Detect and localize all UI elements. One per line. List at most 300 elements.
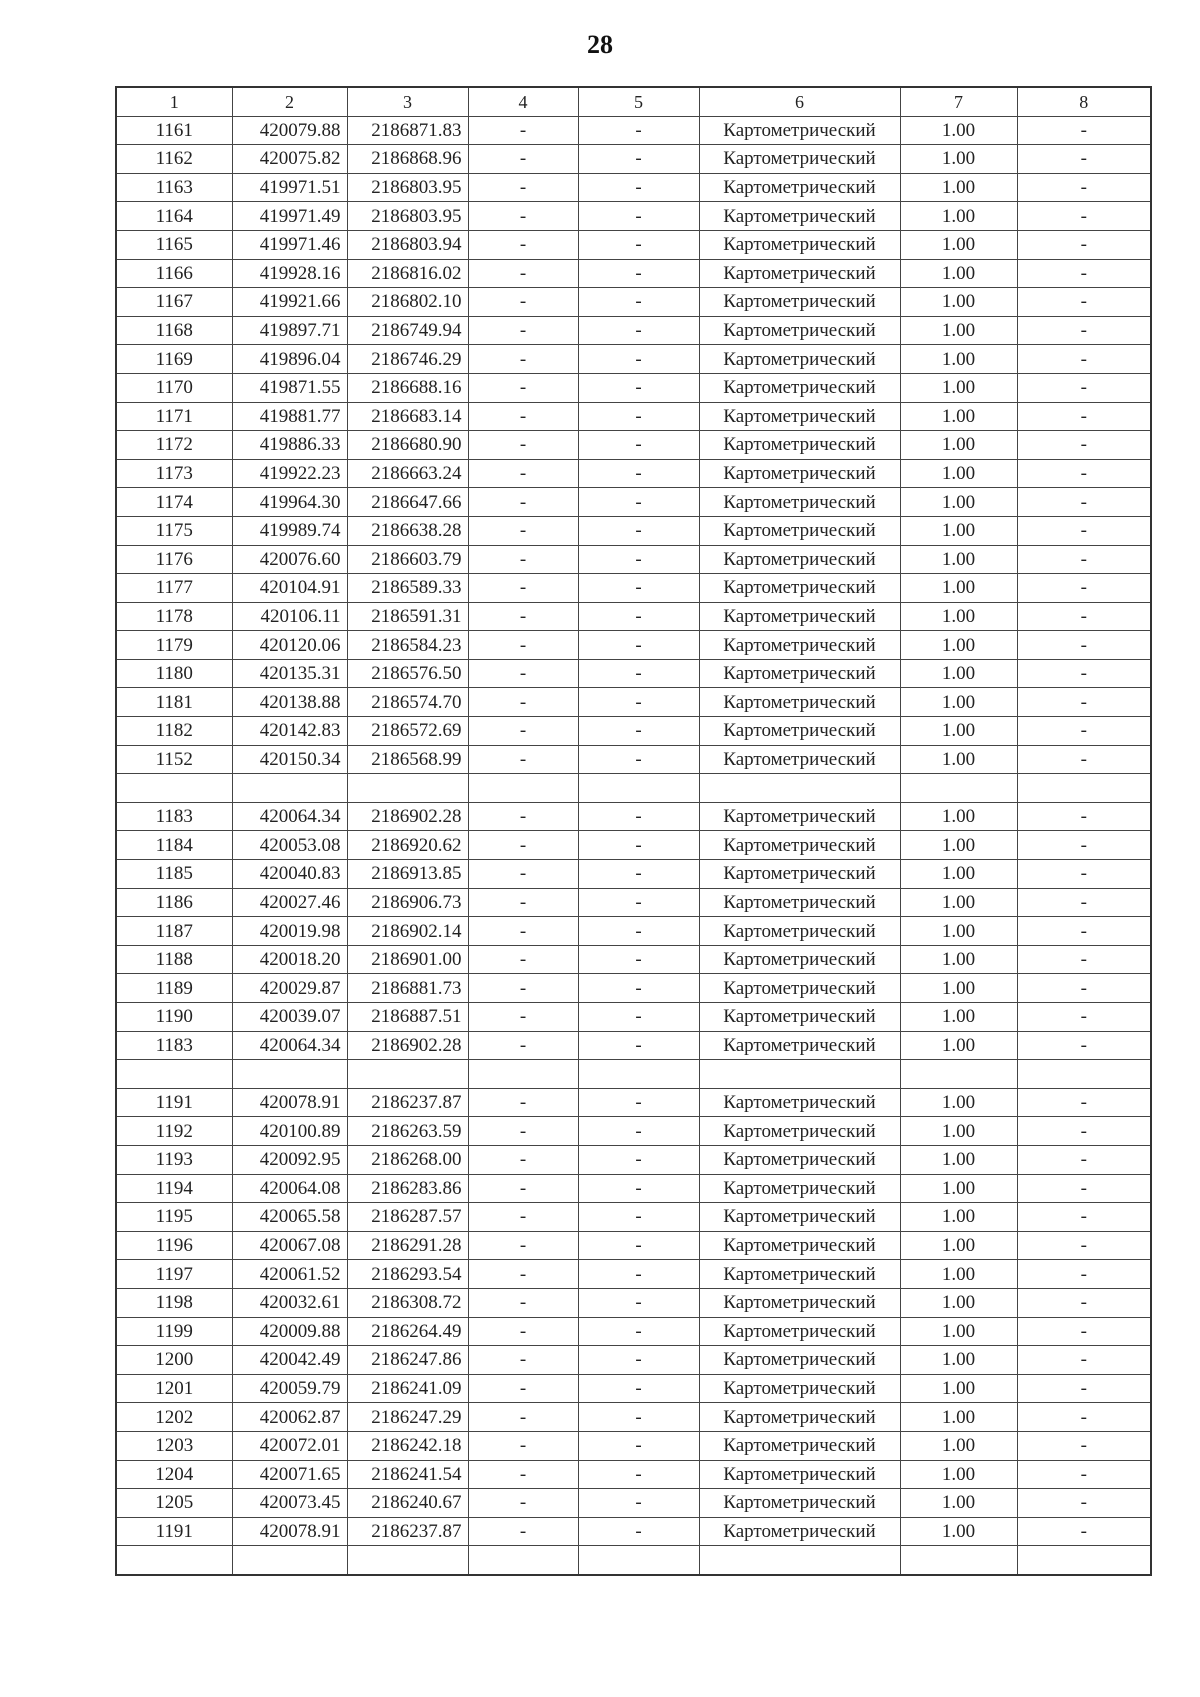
- cell-point-number: 1170: [116, 373, 232, 402]
- cell-col-8: -: [1017, 345, 1151, 374]
- cell-col-5: -: [578, 1489, 699, 1518]
- cell-col-8: -: [1017, 459, 1151, 488]
- cell-col-8: -: [1017, 431, 1151, 460]
- cell-accuracy: 1.00: [900, 1145, 1017, 1174]
- cell-x-coordinate: 420138.88: [232, 688, 347, 717]
- cell-method: Картометрический: [699, 1174, 900, 1203]
- cell-y-coordinate: 2186902.28: [347, 802, 468, 831]
- cell-col-5: -: [578, 230, 699, 259]
- cell-x-coordinate: 420100.89: [232, 1117, 347, 1146]
- cell-col-4: -: [468, 516, 578, 545]
- cell-x-coordinate: 420018.20: [232, 945, 347, 974]
- cell-col-5: -: [578, 488, 699, 517]
- cell-x-coordinate: 420064.34: [232, 1031, 347, 1060]
- cell-y-coordinate: 2186647.66: [347, 488, 468, 517]
- cell-col-4: -: [468, 459, 578, 488]
- cell-point-number: 1161: [116, 116, 232, 145]
- table-row: [116, 116, 1151, 145]
- cell-col-5: -: [578, 431, 699, 460]
- cell-y-coordinate: [347, 774, 468, 803]
- cell-y-coordinate: 2186802.10: [347, 288, 468, 317]
- cell-y-coordinate: 2186688.16: [347, 373, 468, 402]
- cell-col-4: -: [468, 1431, 578, 1460]
- cell-col-8: -: [1017, 1489, 1151, 1518]
- cell-x-coordinate: 420078.91: [232, 1088, 347, 1117]
- cell-method: Картометрический: [699, 1346, 900, 1375]
- cell-col-4: -: [468, 316, 578, 345]
- cell-col-4: -: [468, 574, 578, 603]
- cell-method: Картометрический: [699, 316, 900, 345]
- cell-point-number: 1173: [116, 459, 232, 488]
- cell-col-5: -: [578, 1231, 699, 1260]
- cell-method: [699, 774, 900, 803]
- cell-col-8: -: [1017, 316, 1151, 345]
- cell-col-5: -: [578, 1403, 699, 1432]
- cell-col-5: -: [578, 1117, 699, 1146]
- cell-x-coordinate: [232, 1060, 347, 1089]
- cell-point-number: 1181: [116, 688, 232, 717]
- cell-y-coordinate: 2186240.67: [347, 1489, 468, 1518]
- cell-col-4: -: [468, 173, 578, 202]
- cell-col-8: -: [1017, 831, 1151, 860]
- cell-col-4: -: [468, 1231, 578, 1260]
- cell-point-number: 1202: [116, 1403, 232, 1432]
- cell-y-coordinate: 2186680.90: [347, 431, 468, 460]
- cell-point-number: [116, 1546, 232, 1575]
- cell-col-5: -: [578, 1260, 699, 1289]
- table-row: [116, 230, 1151, 259]
- table-row: [116, 945, 1151, 974]
- cell-method: Картометрический: [699, 1203, 900, 1232]
- cell-col-4: -: [468, 202, 578, 231]
- cell-col-5: -: [578, 202, 699, 231]
- cell-accuracy: 1.00: [900, 1460, 1017, 1489]
- cell-y-coordinate: 2186237.87: [347, 1088, 468, 1117]
- cell-col-4: -: [468, 917, 578, 946]
- table-row: [116, 717, 1151, 746]
- cell-col-5: -: [578, 345, 699, 374]
- cell-point-number: 1200: [116, 1346, 232, 1375]
- cell-accuracy: 1.00: [900, 1317, 1017, 1346]
- cell-y-coordinate: 2186920.62: [347, 831, 468, 860]
- cell-col-8: [1017, 1060, 1151, 1089]
- cell-method: Картометрический: [699, 259, 900, 288]
- cell-col-4: -: [468, 688, 578, 717]
- cell-accuracy: 1.00: [900, 488, 1017, 517]
- cell-method: Картометрический: [699, 1003, 900, 1032]
- cell-col-8: -: [1017, 1374, 1151, 1403]
- cell-col-5: -: [578, 631, 699, 660]
- cell-col-4: -: [468, 1288, 578, 1317]
- cell-point-number: 1189: [116, 974, 232, 1003]
- cell-point-number: 1162: [116, 145, 232, 174]
- cell-col-8: -: [1017, 1431, 1151, 1460]
- cell-col-5: -: [578, 945, 699, 974]
- cell-x-coordinate: 420104.91: [232, 574, 347, 603]
- cell-col-8: -: [1017, 259, 1151, 288]
- cell-x-coordinate: 419971.46: [232, 230, 347, 259]
- cell-col-8: -: [1017, 402, 1151, 431]
- cell-y-coordinate: 2186576.50: [347, 659, 468, 688]
- cell-col-8: -: [1017, 1231, 1151, 1260]
- cell-point-number: [116, 1060, 232, 1089]
- cell-point-number: 1177: [116, 574, 232, 603]
- cell-y-coordinate: 2186881.73: [347, 974, 468, 1003]
- cell-y-coordinate: 2186589.33: [347, 574, 468, 603]
- cell-accuracy: 1.00: [900, 1403, 1017, 1432]
- cell-accuracy: 1.00: [900, 860, 1017, 889]
- cell-accuracy: 1.00: [900, 631, 1017, 660]
- cell-x-coordinate: 420027.46: [232, 888, 347, 917]
- cell-method: Картометрический: [699, 602, 900, 631]
- cell-accuracy: 1.00: [900, 431, 1017, 460]
- cell-col-5: -: [578, 1174, 699, 1203]
- table-row-separator: [116, 774, 1151, 803]
- cell-col-4: [468, 774, 578, 803]
- cell-accuracy: [900, 774, 1017, 803]
- cell-col-8: -: [1017, 1203, 1151, 1232]
- cell-accuracy: 1.00: [900, 116, 1017, 145]
- cell-method: Картометрический: [699, 659, 900, 688]
- cell-col-8: -: [1017, 202, 1151, 231]
- cell-x-coordinate: 420064.34: [232, 802, 347, 831]
- cell-method: Картометрический: [699, 1517, 900, 1546]
- column-header: 7: [900, 87, 1017, 116]
- cell-col-8: -: [1017, 574, 1151, 603]
- cell-col-8: -: [1017, 1517, 1151, 1546]
- cell-point-number: 1180: [116, 659, 232, 688]
- cell-point-number: 1196: [116, 1231, 232, 1260]
- cell-col-4: -: [468, 745, 578, 774]
- cell-col-8: -: [1017, 917, 1151, 946]
- table-row: [116, 345, 1151, 374]
- column-header: 8: [1017, 87, 1151, 116]
- cell-accuracy: 1.00: [900, 1288, 1017, 1317]
- table-body: [116, 87, 1151, 1575]
- cell-x-coordinate: 420032.61: [232, 1288, 347, 1317]
- cell-method: Картометрический: [699, 717, 900, 746]
- cell-method: Картометрический: [699, 1460, 900, 1489]
- cell-point-number: 1195: [116, 1203, 232, 1232]
- cell-col-8: -: [1017, 1403, 1151, 1432]
- cell-x-coordinate: 420019.98: [232, 917, 347, 946]
- cell-point-number: 1171: [116, 402, 232, 431]
- cell-point-number: 1192: [116, 1117, 232, 1146]
- cell-col-8: -: [1017, 1117, 1151, 1146]
- table-row: [116, 1088, 1151, 1117]
- cell-y-coordinate: 2186247.86: [347, 1346, 468, 1375]
- cell-col-8: -: [1017, 1088, 1151, 1117]
- cell-method: Картометрический: [699, 1317, 900, 1346]
- cell-x-coordinate: 419922.23: [232, 459, 347, 488]
- cell-accuracy: 1.00: [900, 945, 1017, 974]
- cell-point-number: [116, 774, 232, 803]
- cell-point-number: 1185: [116, 860, 232, 889]
- cell-method: Картометрический: [699, 945, 900, 974]
- cell-y-coordinate: 2186803.95: [347, 173, 468, 202]
- cell-y-coordinate: 2186237.87: [347, 1517, 468, 1546]
- cell-accuracy: [900, 1546, 1017, 1575]
- cell-accuracy: 1.00: [900, 831, 1017, 860]
- cell-y-coordinate: 2186638.28: [347, 516, 468, 545]
- cell-col-4: -: [468, 230, 578, 259]
- cell-x-coordinate: 420061.52: [232, 1260, 347, 1289]
- cell-accuracy: 1.00: [900, 516, 1017, 545]
- cell-col-5: -: [578, 316, 699, 345]
- cell-col-5: -: [578, 745, 699, 774]
- cell-col-5: -: [578, 1088, 699, 1117]
- cell-col-8: -: [1017, 1145, 1151, 1174]
- cell-col-5: -: [578, 802, 699, 831]
- cell-y-coordinate: 2186584.23: [347, 631, 468, 660]
- cell-accuracy: 1.00: [900, 1003, 1017, 1032]
- cell-x-coordinate: 420059.79: [232, 1374, 347, 1403]
- cell-col-4: -: [468, 1346, 578, 1375]
- table-row: [116, 974, 1151, 1003]
- table-row: [116, 1117, 1151, 1146]
- cell-x-coordinate: 420073.45: [232, 1489, 347, 1518]
- table-row: [116, 402, 1151, 431]
- cell-col-8: -: [1017, 116, 1151, 145]
- cell-col-8: -: [1017, 145, 1151, 174]
- cell-point-number: 1175: [116, 516, 232, 545]
- cell-method: Картометрический: [699, 802, 900, 831]
- cell-method: Картометрический: [699, 1489, 900, 1518]
- cell-accuracy: 1.00: [900, 1260, 1017, 1289]
- cell-x-coordinate: 420053.08: [232, 831, 347, 860]
- cell-accuracy: 1.00: [900, 688, 1017, 717]
- cell-x-coordinate: 420040.83: [232, 860, 347, 889]
- table-row: [116, 545, 1151, 574]
- cell-x-coordinate: [232, 1546, 347, 1575]
- cell-point-number: 1172: [116, 431, 232, 460]
- table-row: [116, 1288, 1151, 1317]
- cell-x-coordinate: 420076.60: [232, 545, 347, 574]
- cell-y-coordinate: 2186287.57: [347, 1203, 468, 1232]
- cell-method: Картометрический: [699, 974, 900, 1003]
- cell-x-coordinate: 420062.87: [232, 1403, 347, 1432]
- table-row: [116, 860, 1151, 889]
- cell-y-coordinate: 2186264.49: [347, 1317, 468, 1346]
- cell-col-5: -: [578, 1517, 699, 1546]
- cell-col-4: -: [468, 373, 578, 402]
- cell-point-number: 1191: [116, 1088, 232, 1117]
- cell-method: Картометрический: [699, 1374, 900, 1403]
- cell-col-4: -: [468, 1374, 578, 1403]
- cell-x-coordinate: [232, 774, 347, 803]
- cell-x-coordinate: 420065.58: [232, 1203, 347, 1232]
- table-row: [116, 602, 1151, 631]
- cell-col-4: -: [468, 1117, 578, 1146]
- cell-col-8: -: [1017, 488, 1151, 517]
- cell-point-number: 1184: [116, 831, 232, 860]
- table-row: [116, 1374, 1151, 1403]
- cell-x-coordinate: 420142.83: [232, 717, 347, 746]
- cell-col-4: -: [468, 345, 578, 374]
- table-row: [116, 202, 1151, 231]
- table-row: [116, 917, 1151, 946]
- cell-point-number: 1193: [116, 1145, 232, 1174]
- cell-x-coordinate: 419897.71: [232, 316, 347, 345]
- cell-col-4: -: [468, 1489, 578, 1518]
- cell-y-coordinate: 2186568.99: [347, 745, 468, 774]
- cell-col-4: -: [468, 802, 578, 831]
- cell-point-number: 1183: [116, 1031, 232, 1060]
- cell-y-coordinate: 2186291.28: [347, 1231, 468, 1260]
- cell-y-coordinate: 2186887.51: [347, 1003, 468, 1032]
- cell-point-number: 1197: [116, 1260, 232, 1289]
- cell-col-8: -: [1017, 288, 1151, 317]
- cell-x-coordinate: 419921.66: [232, 288, 347, 317]
- cell-col-5: [578, 1546, 699, 1575]
- page-number: 28: [587, 30, 613, 59]
- cell-accuracy: 1.00: [900, 1489, 1017, 1518]
- cell-point-number: 1166: [116, 259, 232, 288]
- cell-method: Картометрический: [699, 288, 900, 317]
- cell-col-5: -: [578, 516, 699, 545]
- cell-method: Картометрический: [699, 459, 900, 488]
- cell-col-8: -: [1017, 688, 1151, 717]
- column-header: 3: [347, 87, 468, 116]
- table-row: [116, 802, 1151, 831]
- table-row: [116, 745, 1151, 774]
- cell-accuracy: 1.00: [900, 802, 1017, 831]
- cell-col-4: -: [468, 1003, 578, 1032]
- table-row: [116, 288, 1151, 317]
- cell-x-coordinate: 420009.88: [232, 1317, 347, 1346]
- table-row: [116, 1403, 1151, 1432]
- cell-method: Картометрический: [699, 888, 900, 917]
- cell-col-5: -: [578, 574, 699, 603]
- cell-y-coordinate: 2186871.83: [347, 116, 468, 145]
- cell-point-number: 1194: [116, 1174, 232, 1203]
- cell-col-5: -: [578, 173, 699, 202]
- cell-col-4: -: [468, 488, 578, 517]
- cell-col-8: -: [1017, 1317, 1151, 1346]
- cell-point-number: 1191: [116, 1517, 232, 1546]
- cell-col-4: -: [468, 659, 578, 688]
- cell-point-number: 1188: [116, 945, 232, 974]
- cell-x-coordinate: 419886.33: [232, 431, 347, 460]
- cell-col-8: -: [1017, 173, 1151, 202]
- cell-point-number: 1168: [116, 316, 232, 345]
- cell-col-5: -: [578, 688, 699, 717]
- cell-x-coordinate: 420042.49: [232, 1346, 347, 1375]
- cell-point-number: 1165: [116, 230, 232, 259]
- table-row: [116, 259, 1151, 288]
- cell-accuracy: 1.00: [900, 459, 1017, 488]
- cell-method: Картометрический: [699, 1260, 900, 1289]
- table-row: [116, 488, 1151, 517]
- cell-x-coordinate: 420120.06: [232, 631, 347, 660]
- cell-col-4: -: [468, 402, 578, 431]
- table-row: [116, 631, 1151, 660]
- cell-col-8: -: [1017, 745, 1151, 774]
- table-row: [116, 1031, 1151, 1060]
- cell-x-coordinate: 420039.07: [232, 1003, 347, 1032]
- cell-x-coordinate: 420106.11: [232, 602, 347, 631]
- cell-point-number: 1182: [116, 717, 232, 746]
- cell-col-5: -: [578, 860, 699, 889]
- table-row: [116, 1003, 1151, 1032]
- cell-col-4: -: [468, 288, 578, 317]
- cell-method: Картометрический: [699, 373, 900, 402]
- table-row: [116, 1317, 1151, 1346]
- cell-point-number: 1183: [116, 802, 232, 831]
- cell-col-8: -: [1017, 717, 1151, 746]
- table-row: [116, 1460, 1151, 1489]
- cell-accuracy: 1.00: [900, 202, 1017, 231]
- cell-col-8: -: [1017, 230, 1151, 259]
- cell-y-coordinate: 2186247.29: [347, 1403, 468, 1432]
- cell-accuracy: 1.00: [900, 402, 1017, 431]
- cell-col-8: -: [1017, 1288, 1151, 1317]
- cell-x-coordinate: 420029.87: [232, 974, 347, 1003]
- cell-y-coordinate: 2186868.96: [347, 145, 468, 174]
- cell-method: Картометрический: [699, 202, 900, 231]
- column-header: 6: [699, 87, 900, 116]
- cell-x-coordinate: 419971.51: [232, 173, 347, 202]
- cell-accuracy: 1.00: [900, 717, 1017, 746]
- cell-point-number: 1164: [116, 202, 232, 231]
- cell-col-5: -: [578, 1374, 699, 1403]
- cell-accuracy: 1.00: [900, 1346, 1017, 1375]
- cell-col-4: -: [468, 1517, 578, 1546]
- cell-y-coordinate: 2186574.70: [347, 688, 468, 717]
- cell-x-coordinate: 419989.74: [232, 516, 347, 545]
- cell-col-5: [578, 774, 699, 803]
- table-row: [116, 831, 1151, 860]
- table-row: [116, 516, 1151, 545]
- cell-method: Картометрический: [699, 116, 900, 145]
- cell-method: Картометрический: [699, 1231, 900, 1260]
- cell-y-coordinate: 2186902.28: [347, 1031, 468, 1060]
- cell-y-coordinate: 2186816.02: [347, 259, 468, 288]
- table-row: [116, 888, 1151, 917]
- cell-x-coordinate: 420150.34: [232, 745, 347, 774]
- cell-col-5: -: [578, 602, 699, 631]
- cell-col-8: -: [1017, 373, 1151, 402]
- table-row: [116, 173, 1151, 202]
- cell-point-number: 1174: [116, 488, 232, 517]
- cell-col-4: -: [468, 1145, 578, 1174]
- cell-method: Картометрический: [699, 1431, 900, 1460]
- table-row: [116, 688, 1151, 717]
- cell-col-5: -: [578, 1203, 699, 1232]
- cell-x-coordinate: 419928.16: [232, 259, 347, 288]
- cell-col-5: -: [578, 888, 699, 917]
- cell-accuracy: 1.00: [900, 259, 1017, 288]
- cell-y-coordinate: 2186241.54: [347, 1460, 468, 1489]
- table-row: [116, 1174, 1151, 1203]
- cell-point-number: 1198: [116, 1288, 232, 1317]
- cell-col-8: -: [1017, 1031, 1151, 1060]
- cell-method: Картометрический: [699, 173, 900, 202]
- cell-col-8: [1017, 774, 1151, 803]
- cell-method: Картометрический: [699, 230, 900, 259]
- cell-y-coordinate: 2186308.72: [347, 1288, 468, 1317]
- cell-point-number: 1199: [116, 1317, 232, 1346]
- cell-col-5: -: [578, 373, 699, 402]
- cell-col-5: -: [578, 1460, 699, 1489]
- cell-method: Картометрический: [699, 145, 900, 174]
- cell-method: Картометрический: [699, 431, 900, 460]
- cell-col-5: -: [578, 545, 699, 574]
- table-row: [116, 459, 1151, 488]
- cell-accuracy: 1.00: [900, 888, 1017, 917]
- cell-col-5: -: [578, 459, 699, 488]
- table-row: [116, 431, 1151, 460]
